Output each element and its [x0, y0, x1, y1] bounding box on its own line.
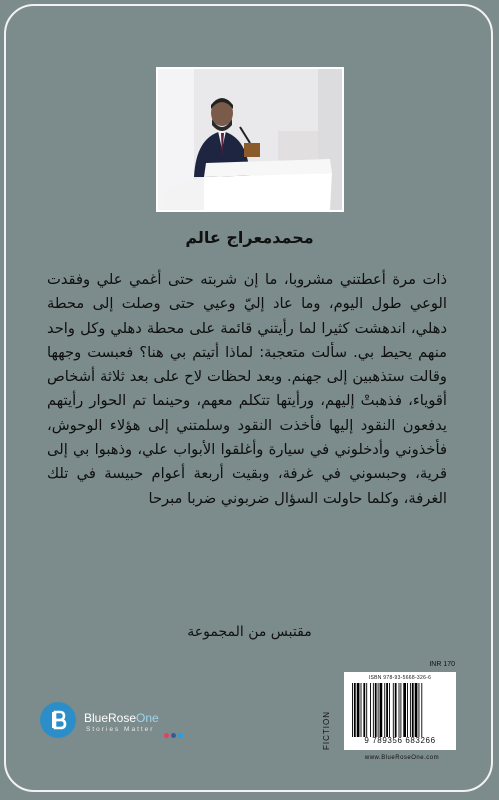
instagram-icon [164, 733, 169, 738]
isbn-label: ISBN 978-93-5668-326-6 [368, 675, 432, 681]
barcode-number: 9 789356 683266 [364, 736, 436, 745]
twitter-icon [178, 733, 183, 738]
author-photo [156, 67, 344, 212]
social-icons [164, 733, 183, 738]
facebook-icon [171, 733, 176, 738]
genre-label: FICTION [322, 711, 331, 750]
barcode-block [344, 672, 456, 750]
excerpt-attribution: مقتبس من المجموعة [187, 624, 312, 640]
publisher-logo-icon [40, 702, 76, 738]
author-name: محمدمعراج عالم [185, 228, 314, 247]
price-label: INR 170 [429, 661, 455, 668]
publisher-name-accent: One [136, 711, 159, 725]
barcode-graphic [350, 683, 450, 737]
publisher-website: www.BlueRoseOne.com [364, 755, 440, 761]
publisher-name [84, 711, 159, 725]
publisher-name-main: BlueRose [84, 711, 137, 725]
excerpt-text: ذات مرة أعطتني مشروبا، ما إن شربته حتى أغمي علي وفقدت الوعي طول اليوم، وما عاد إليّ وعيي حتى وصلت إلى محطة دهلي، اندهشت كثيرا لما رأيتني قائمة على محطة دهلي وكل واحد منهم يحيط بي. سألت متعجبة: لماذا أتيتم بي هنا؟ فعبست وجهها وقالت ستذهبين إلى جهنم. وبعد لحظات لاح على بعد ثلاثة أشخاص أقوياء، فذهبتْ إليهم، ورأيتها تتكلم معهم، وحينما تم الحوار رأيتهم يدفعون النقود إليها فأخذت النقود وسلمتني إلى هؤلاء الوحوش، فأخذوني وأدخلوني في سيارة وأغلقوا الأبواب علي، وذهبوا بي إلى قرية، وحبسوني في غرفة، وبقيت أربعة أعوام حبيسة في تلك الغرفة، وكلما حاولت السؤال ضربوني ضربا مبرحا [47, 271, 447, 507]
author-photo-image [158, 69, 342, 210]
publisher-tagline: Stories Matter [86, 726, 155, 733]
